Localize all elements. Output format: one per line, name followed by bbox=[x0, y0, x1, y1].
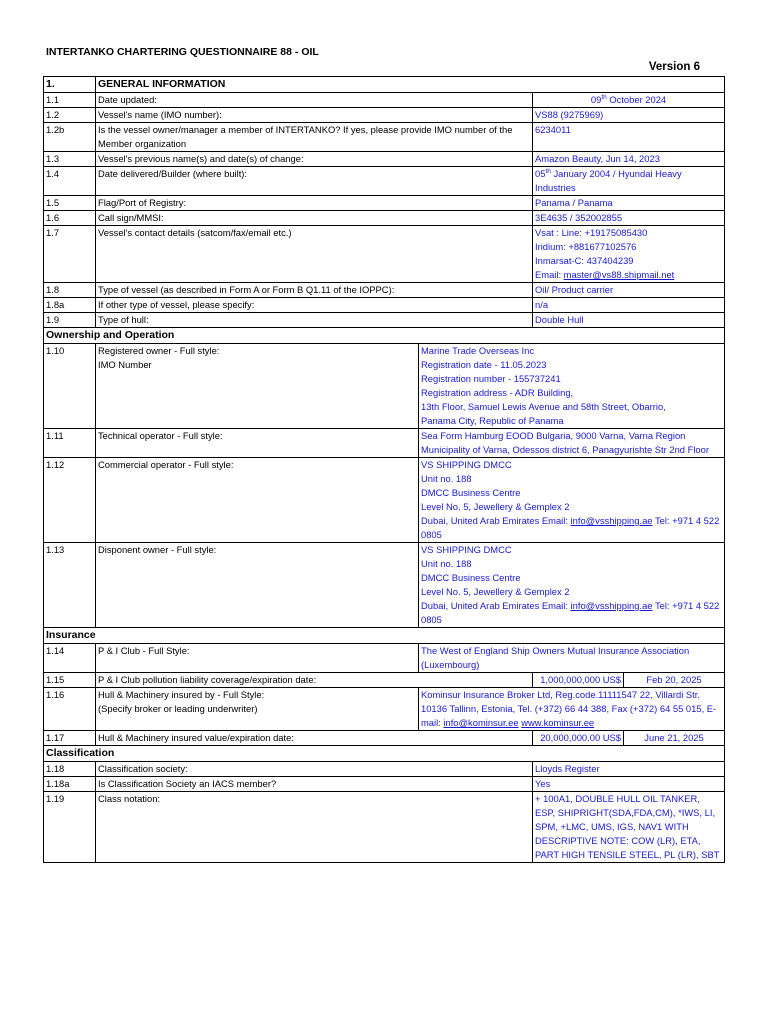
row-number: 1.3 bbox=[44, 152, 96, 167]
section-classification-header bbox=[44, 746, 725, 762]
row-1-17 bbox=[44, 731, 725, 746]
value-line: Unit no. 188 bbox=[421, 473, 472, 484]
row-label: Classification society: bbox=[96, 762, 533, 777]
row-1-6 bbox=[44, 211, 725, 226]
row-value: Lloyds Register bbox=[533, 762, 725, 777]
row-label: Call sign/MMSI: bbox=[96, 211, 533, 226]
row-1-12 bbox=[44, 458, 725, 543]
phone-text: Tel: +971 4 522 0805 bbox=[421, 515, 720, 540]
row-number: 1.9 bbox=[44, 313, 96, 328]
row-number: 1.14 bbox=[44, 644, 96, 673]
row-value bbox=[533, 226, 725, 283]
row-value: 3E4635 / 352002855 bbox=[533, 211, 725, 226]
date-day: 05 bbox=[535, 168, 546, 179]
row-label: Type of hull: bbox=[96, 313, 533, 328]
date-suffix: th bbox=[601, 93, 607, 101]
broker-email-link[interactable]: info@kominsur.ee bbox=[443, 717, 519, 728]
row-1-3 bbox=[44, 152, 725, 167]
row-number: 1.1 bbox=[44, 93, 96, 108]
section-insurance-header bbox=[44, 628, 725, 644]
row-1-7 bbox=[44, 226, 725, 283]
row-1-19 bbox=[44, 792, 725, 863]
row-label: Vessel's previous name(s) and date(s) of change: bbox=[96, 152, 533, 167]
broker-website-link[interactable]: www.kominsur.ee bbox=[521, 717, 595, 728]
expiration-date: June 21, 2025 bbox=[624, 731, 725, 746]
label-line: Hull & Machinery insured by - Full Style: bbox=[98, 689, 265, 700]
row-value: Oil/ Product carrier bbox=[533, 283, 725, 298]
date-rest: October 2024 bbox=[606, 94, 667, 105]
row-1-14 bbox=[44, 644, 725, 673]
row-1-18 bbox=[44, 762, 725, 777]
row-label: Commercial operator - Full style: bbox=[96, 458, 419, 543]
row-value: The West of England Ship Owners Mutual Insurance Association (Luxembourg) bbox=[419, 644, 725, 673]
contact-vsat: Vsat : Line: +19175085430 bbox=[535, 227, 648, 238]
row-value: Double Hull bbox=[533, 313, 725, 328]
label-line: IMO Number bbox=[98, 359, 152, 370]
section-title: Insurance bbox=[44, 628, 725, 644]
value-line: Dubai, United Arab Emirates Email: bbox=[421, 600, 571, 611]
broker-text: Kominsur Insurance Broker Ltd, Reg.code.11111547 22, Villardi Str. 10136 Tallinn, Estonia, Tel. (+372) 66 44 388, Fax (+372) 64 55 015, E-mail: bbox=[421, 689, 717, 728]
row-label: Disponent owner - Full style: bbox=[96, 543, 419, 628]
row-value: n/a bbox=[533, 298, 725, 313]
row-value: Yes bbox=[533, 777, 725, 792]
section-title: Ownership and Operation bbox=[44, 328, 725, 344]
row-label: Is the vessel owner/manager a member of INTERTANKO? If yes, please provide IMO number of the Member organization bbox=[96, 123, 533, 152]
row-value bbox=[533, 167, 725, 196]
value-line: Registration address - ADR Building, bbox=[421, 387, 574, 398]
section-number: 1. bbox=[44, 77, 96, 93]
section-ownership-header bbox=[44, 328, 725, 344]
insured-amount: 20,000,000.00 US$ bbox=[533, 731, 624, 746]
row-value: Sea Form Hamburg EOOD Bulgaria, 9000 Varna, Varna Region Municipality of Varna, Odessos district 6, Panagyurishte Str 2nd Floor bbox=[419, 429, 725, 458]
expiration-date: Feb 20, 2025 bbox=[624, 673, 725, 688]
row-1-2 bbox=[44, 108, 725, 123]
row-label bbox=[96, 344, 419, 429]
value-line: Registration date - 11.05.2023 bbox=[421, 359, 547, 370]
row-label: If other type of vessel, please specify: bbox=[96, 298, 533, 313]
row-1-18a bbox=[44, 777, 725, 792]
row-1-1 bbox=[44, 93, 725, 108]
value-line: VS SHIPPING DMCC bbox=[421, 544, 512, 555]
row-value bbox=[419, 458, 725, 543]
row-label: Type of vessel (as described in Form A or Form B Q1.11 of the IOPPC): bbox=[96, 283, 533, 298]
row-number: 1.2b bbox=[44, 123, 96, 152]
contact-iridium: Iridium: +881677102576 bbox=[535, 241, 637, 252]
row-value: + 100A1, DOUBLE HULL OIL TANKER, ESP, SHIPRIGHT(SDA,FDA,CM), *IWS, LI, SPM, +LMC, UMS, IGS, NAV1 WITH DESCRIPTIVE NOTE: COW (LR), ETA, PART HIGH TENSILE STEEL, PL (LR), SBT bbox=[533, 792, 725, 863]
row-number: 1.19 bbox=[44, 792, 96, 863]
row-value: Panama / Panama bbox=[533, 196, 725, 211]
date-suffix: th bbox=[545, 167, 551, 175]
label-line: (Specify broker or leading underwriter) bbox=[98, 703, 258, 714]
row-1-9 bbox=[44, 313, 725, 328]
value-line: Panama City, Republic of Panama bbox=[421, 415, 564, 426]
phone-text: Tel: +971 4 522 0805 bbox=[421, 600, 720, 625]
row-1-16 bbox=[44, 688, 725, 731]
value-line: DMCC Business Centre bbox=[421, 487, 521, 498]
row-1-13 bbox=[44, 543, 725, 628]
value-line: Registration number - 155737241 bbox=[421, 373, 561, 384]
row-label: Vessel's name (IMO number): bbox=[96, 108, 533, 123]
row-label: Technical operator - Full style: bbox=[96, 429, 419, 458]
document-version: Version 6 bbox=[648, 61, 700, 73]
row-number: 1.7 bbox=[44, 226, 96, 283]
value-line: Level No. 5, Jewellery & Gemplex 2 bbox=[421, 586, 570, 597]
value-line: Marine Trade Overseas Inc bbox=[421, 345, 535, 356]
value-line: DMCC Business Centre bbox=[421, 572, 521, 583]
row-number: 1.2 bbox=[44, 108, 96, 123]
row-number: 1.5 bbox=[44, 196, 96, 211]
row-1-8a bbox=[44, 298, 725, 313]
row-number: 1.11 bbox=[44, 429, 96, 458]
row-number: 1.10 bbox=[44, 344, 96, 429]
document-title: INTERTANKO CHARTERING QUESTIONNAIRE 88 - OIL bbox=[46, 46, 319, 58]
row-number: 1.16 bbox=[44, 688, 96, 731]
row-value bbox=[419, 688, 725, 731]
row-value: 6234011 bbox=[533, 123, 725, 152]
row-label: P & I Club - Full Style: bbox=[96, 644, 419, 673]
row-1-4 bbox=[44, 167, 725, 196]
row-value: Amazon Beauty, Jun 14, 2023 bbox=[533, 152, 725, 167]
row-label: Hull & Machinery insured value/expiration date: bbox=[96, 731, 533, 746]
row-label: Flag/Port of Registry: bbox=[96, 196, 533, 211]
row-value bbox=[419, 344, 725, 429]
contact-email-label: Email: bbox=[535, 269, 564, 280]
row-value: VS88 (9275969) bbox=[533, 108, 725, 123]
value-line: 13th Floor, Samuel Lewis Avenue and 58th Street, Obarrio, bbox=[421, 401, 666, 412]
row-label: Is Classification Society an IACS member? bbox=[96, 777, 533, 792]
email-link[interactable]: info@vsshipping.ae bbox=[570, 600, 653, 611]
row-number: 1.18 bbox=[44, 762, 96, 777]
row-1-2b bbox=[44, 123, 725, 152]
email-link[interactable]: info@vsshipping.ae bbox=[570, 515, 653, 526]
date-day: 09 bbox=[590, 94, 602, 105]
row-number: 1.4 bbox=[44, 167, 96, 196]
value-line: Dubai, United Arab Emirates Email: bbox=[421, 515, 571, 526]
value-line: Level No. 5, Jewellery & Gemplex 2 bbox=[421, 501, 570, 512]
section-general-header bbox=[44, 77, 725, 93]
row-label: P & I Club pollution liability coverage/expiration date: bbox=[96, 673, 533, 688]
row-label: Class notation: bbox=[96, 792, 533, 863]
row-number: 1.15 bbox=[44, 673, 96, 688]
row-1-11 bbox=[44, 429, 725, 458]
row-label: Date updated: bbox=[96, 93, 533, 108]
row-label: Vessel's contact details (satcom/fax/email etc.) bbox=[96, 226, 533, 283]
row-label: Date delivered/Builder (where built): bbox=[96, 167, 533, 196]
row-number: 1.17 bbox=[44, 731, 96, 746]
label-line: Registered owner - Full style: bbox=[98, 345, 220, 356]
row-1-8 bbox=[44, 283, 725, 298]
row-number: 1.13 bbox=[44, 543, 96, 628]
row-1-10 bbox=[44, 344, 725, 429]
date-rest: January 2004 / Hyundai Heavy Industries bbox=[535, 168, 682, 193]
value-line: Unit no. 188 bbox=[421, 558, 472, 569]
contact-email-link[interactable]: master@vs88.shipmail.net bbox=[563, 269, 675, 280]
row-value bbox=[533, 93, 725, 108]
row-number: 1.12 bbox=[44, 458, 96, 543]
row-number: 1.8a bbox=[44, 298, 96, 313]
questionnaire-table bbox=[43, 76, 725, 863]
section-title: GENERAL INFORMATION bbox=[96, 77, 725, 93]
value-line: VS SHIPPING DMCC bbox=[421, 459, 512, 470]
row-label bbox=[96, 688, 419, 731]
coverage-amount: 1,000,000,000 US$ bbox=[533, 673, 624, 688]
row-number: 1.8 bbox=[44, 283, 96, 298]
row-number: 1.6 bbox=[44, 211, 96, 226]
row-1-15 bbox=[44, 673, 725, 688]
row-number: 1.18a bbox=[44, 777, 96, 792]
section-title: Classification bbox=[44, 746, 725, 762]
row-1-5 bbox=[44, 196, 725, 211]
contact-inmarsat: Inmarsat-C: 437404239 bbox=[535, 255, 634, 266]
row-value bbox=[419, 543, 725, 628]
